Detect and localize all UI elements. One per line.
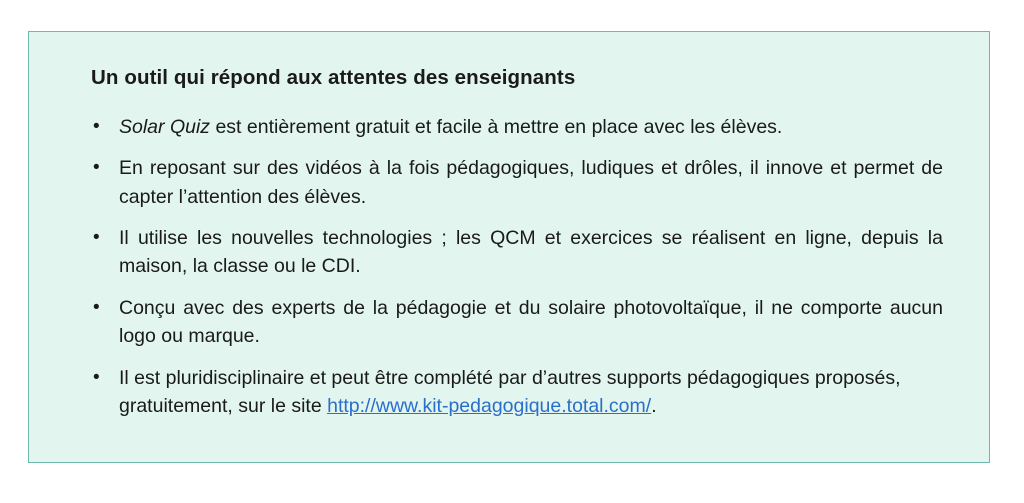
kit-pedagogique-link[interactable]: http://www.kit-pedagogique.total.com/	[327, 395, 652, 418]
list-item-text: Il est pluridisciplinaire et peut être complété par d’autres supports pédagogiques proposés, gratuitement, sur le site	[119, 366, 901, 418]
callout-title: Un outil qui répond aux attentes des enseignants	[91, 66, 576, 89]
bullet-marker-icon: •	[93, 366, 100, 388]
list-item-text: En reposant sur des vidéos à la fois pédagogiques, ludiques et drôles, il innove et permet de capter l’attention des élèves.	[119, 157, 943, 208]
list-item-text: Conçu avec des experts de la pédagogie et du solaire photovoltaïque, il ne comporte aucun logo ou marque.	[119, 296, 943, 348]
list-item	[91, 364, 943, 421]
list-item-text: est entièrement gratuit et facile à mettre en place avec les élèves.	[210, 115, 783, 138]
list-item-text-suffix: .	[651, 395, 657, 418]
list-item	[91, 224, 943, 281]
list-item-emphasis: Solar Quiz	[119, 115, 211, 138]
list-item	[91, 294, 943, 351]
bullet-marker-icon: •	[93, 227, 100, 248]
list-item-text: Il utilise les nouvelles technologies ; les QCM et exercices se réalisent en ligne, depuis la maison, la classe ou le CDI.	[119, 227, 943, 278]
bullet-marker-icon: •	[93, 296, 100, 318]
bullet-marker-icon: •	[93, 157, 100, 179]
bullet-marker-icon: •	[93, 115, 100, 137]
callout-box	[28, 31, 990, 463]
bullet-list	[91, 113, 943, 421]
list-item	[91, 113, 943, 141]
list-item	[91, 154, 943, 211]
